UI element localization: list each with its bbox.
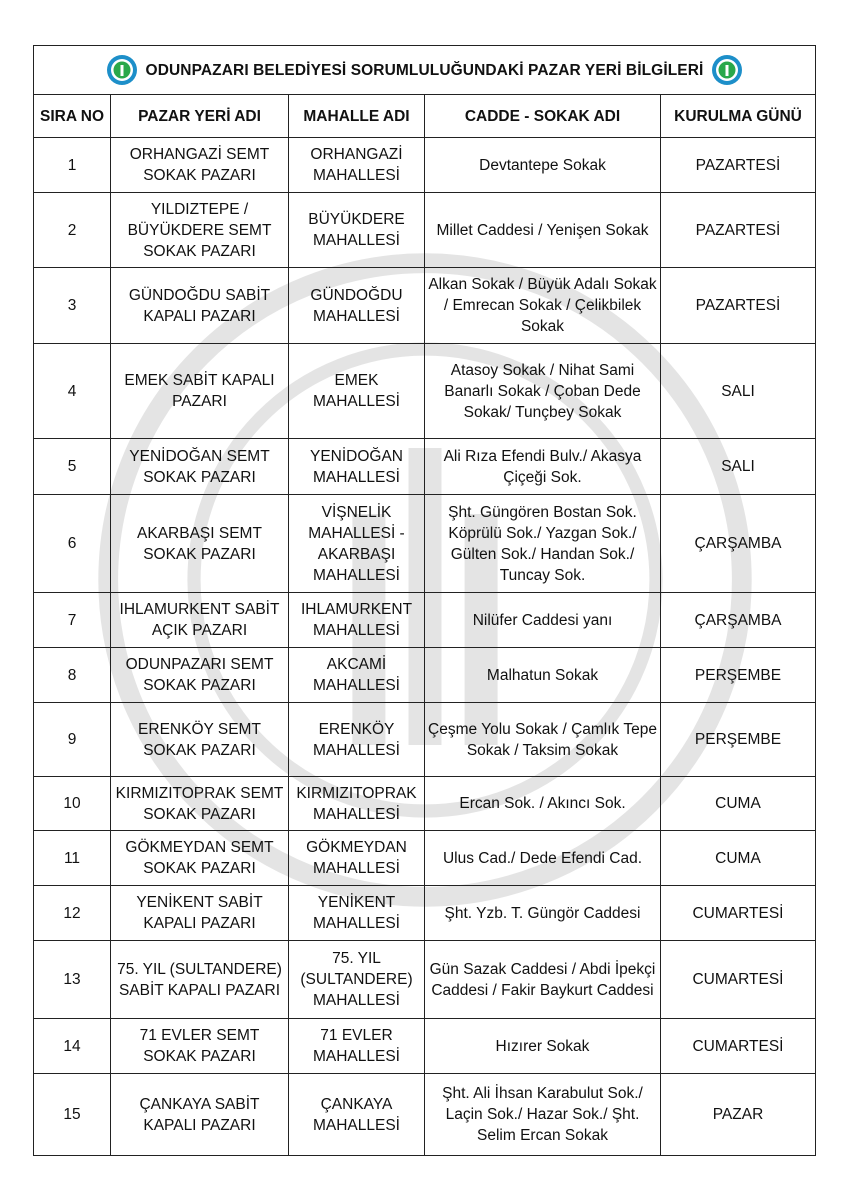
cell-day: SALI: [661, 344, 816, 439]
table-row: [34, 1019, 816, 1074]
cell-day: PAZARTESİ: [661, 268, 816, 344]
cell-street: Malhatun Sokak: [425, 648, 661, 703]
cell-no: 10: [34, 777, 111, 831]
cell-day: PAZARTESİ: [661, 138, 816, 193]
table-row: [34, 886, 816, 941]
cell-no: 6: [34, 495, 111, 593]
cell-market: ORHANGAZİ SEMT SOKAK PAZARI: [111, 138, 289, 193]
cell-district: 71 EVLER MAHALLESİ: [289, 1019, 425, 1074]
table-row: [34, 941, 816, 1019]
municipality-logo-icon: [106, 54, 138, 86]
cell-district: YENİKENT MAHALLESİ: [289, 886, 425, 941]
cell-market: EMEK SABİT KAPALI PAZARI: [111, 344, 289, 439]
cell-no: 14: [34, 1019, 111, 1074]
cell-no: 7: [34, 593, 111, 648]
cell-market: KIRMIZITOPRAK SEMT SOKAK PAZARI: [111, 777, 289, 831]
cell-street: Hızırer Sokak: [425, 1019, 661, 1074]
cell-street: Nilüfer Caddesi yanı: [425, 593, 661, 648]
cell-day: PERŞEMBE: [661, 648, 816, 703]
cell-district: 75. YIL (SULTANDERE) MAHALLESİ: [289, 941, 425, 1019]
cell-market: GÖKMEYDAN SEMT SOKAK PAZARI: [111, 831, 289, 886]
title-cell: [34, 46, 816, 95]
table-row: [34, 777, 816, 831]
cell-no: 13: [34, 941, 111, 1019]
cell-street: Devtantepe Sokak: [425, 138, 661, 193]
cell-district: ORHANGAZİ MAHALLESİ: [289, 138, 425, 193]
cell-day: CUMA: [661, 831, 816, 886]
cell-street: Çeşme Yolu Sokak / Çamlık Tepe Sokak / Taksim Sokak: [425, 703, 661, 777]
cell-district: KIRMIZITOPRAK MAHALLESİ: [289, 777, 425, 831]
cell-no: 1: [34, 138, 111, 193]
cell-market: YILDIZTEPE / BÜYÜKDERE SEMT SOKAK PAZARI: [111, 193, 289, 268]
cell-district: YENİDOĞAN MAHALLESİ: [289, 439, 425, 495]
cell-day: CUMARTESİ: [661, 1019, 816, 1074]
table-row: [34, 831, 816, 886]
cell-district: GÜNDOĞDU MAHALLESİ: [289, 268, 425, 344]
cell-street: Gün Sazak Caddesi / Abdi İpekçi Caddesi / Fakir Baykurt Caddesi: [425, 941, 661, 1019]
title-row: [34, 46, 816, 95]
column-header-day: KURULMA GÜNÜ: [661, 95, 816, 138]
cell-market: IHLAMURKENT SABİT AÇIK PAZARI: [111, 593, 289, 648]
cell-no: 15: [34, 1074, 111, 1156]
cell-street: Ercan Sok. / Akıncı Sok.: [425, 777, 661, 831]
cell-district: VİŞNELİK MAHALLESİ - AKARBAŞI MAHALLESİ: [289, 495, 425, 593]
cell-day: CUMARTESİ: [661, 941, 816, 1019]
column-header-street: CADDE - SOKAK ADI: [425, 95, 661, 138]
cell-street: Ulus Cad./ Dede Efendi Cad.: [425, 831, 661, 886]
cell-district: AKCAMİ MAHALLESİ: [289, 648, 425, 703]
cell-district: EMEK MAHALLESİ: [289, 344, 425, 439]
cell-no: 4: [34, 344, 111, 439]
table-row: [34, 268, 816, 344]
cell-no: 9: [34, 703, 111, 777]
cell-district: ÇANKAYA MAHALLESİ: [289, 1074, 425, 1156]
cell-market: ERENKÖY SEMT SOKAK PAZARI: [111, 703, 289, 777]
cell-market: ODUNPAZARI SEMT SOKAK PAZARI: [111, 648, 289, 703]
cell-day: ÇARŞAMBA: [661, 495, 816, 593]
cell-no: 5: [34, 439, 111, 495]
table-row: [34, 593, 816, 648]
cell-day: CUMA: [661, 777, 816, 831]
table-row: [34, 495, 816, 593]
cell-day: PAZAR: [661, 1074, 816, 1156]
cell-no: 11: [34, 831, 111, 886]
cell-district: ERENKÖY MAHALLESİ: [289, 703, 425, 777]
page-title: ODUNPAZARI BELEDİYESİ SORUMLULUĞUNDAKİ PAZAR YERİ BİLGİLERİ: [145, 61, 704, 79]
table-row: [34, 703, 816, 777]
cell-street: Şht. Ali İhsan Karabulut Sok./ Laçin Sok./ Hazar Sok./ Şht. Selim Ercan Sokak: [425, 1074, 661, 1156]
table-row: [34, 138, 816, 193]
cell-market: AKARBAŞI SEMT SOKAK PAZARI: [111, 495, 289, 593]
column-header-no: SIRA NO: [34, 95, 111, 138]
cell-day: CUMARTESİ: [661, 886, 816, 941]
cell-day: SALI: [661, 439, 816, 495]
cell-market: GÜNDOĞDU SABİT KAPALI PAZARI: [111, 268, 289, 344]
cell-day: ÇARŞAMBA: [661, 593, 816, 648]
table-row: [34, 648, 816, 703]
header-row: [34, 95, 816, 138]
column-header-market: PAZAR YERİ ADI: [111, 95, 289, 138]
market-table: [33, 45, 816, 1156]
cell-no: 8: [34, 648, 111, 703]
cell-market: YENİDOĞAN SEMT SOKAK PAZARI: [111, 439, 289, 495]
cell-market: 71 EVLER SEMT SOKAK PAZARI: [111, 1019, 289, 1074]
cell-no: 3: [34, 268, 111, 344]
cell-day: PERŞEMBE: [661, 703, 816, 777]
table-row: [34, 193, 816, 268]
cell-street: Şht. Yzb. T. Güngör Caddesi: [425, 886, 661, 941]
table-row: [34, 344, 816, 439]
cell-district: IHLAMURKENT MAHALLESİ: [289, 593, 425, 648]
table-row: [34, 439, 816, 495]
cell-district: BÜYÜKDERE MAHALLESİ: [289, 193, 425, 268]
cell-market: ÇANKAYA SABİT KAPALI PAZARI: [111, 1074, 289, 1156]
cell-street: Ali Rıza Efendi Bulv./ Akasya Çiçeği Sok.: [425, 439, 661, 495]
cell-street: Şht. Güngören Bostan Sok. Köprülü Sok./ Yazgan Sok./ Gülten Sok./ Handan Sok./ Tuncay Sok.: [425, 495, 661, 593]
cell-street: Atasoy Sokak / Nihat Sami Banarlı Sokak / Çoban Dede Sokak/ Tunçbey Sokak: [425, 344, 661, 439]
municipality-logo-icon: [711, 54, 743, 86]
cell-market: YENİKENT SABİT KAPALI PAZARI: [111, 886, 289, 941]
cell-street: Millet Caddesi / Yenişen Sokak: [425, 193, 661, 268]
column-header-district: MAHALLE ADI: [289, 95, 425, 138]
cell-street: Alkan Sokak / Büyük Adalı Sokak / Emrecan Sokak / Çelikbilek Sokak: [425, 268, 661, 344]
cell-day: PAZARTESİ: [661, 193, 816, 268]
cell-no: 2: [34, 193, 111, 268]
cell-no: 12: [34, 886, 111, 941]
cell-district: GÖKMEYDAN MAHALLESİ: [289, 831, 425, 886]
cell-market: 75. YIL (SULTANDERE) SABİT KAPALI PAZARI: [111, 941, 289, 1019]
table-row: [34, 1074, 816, 1156]
